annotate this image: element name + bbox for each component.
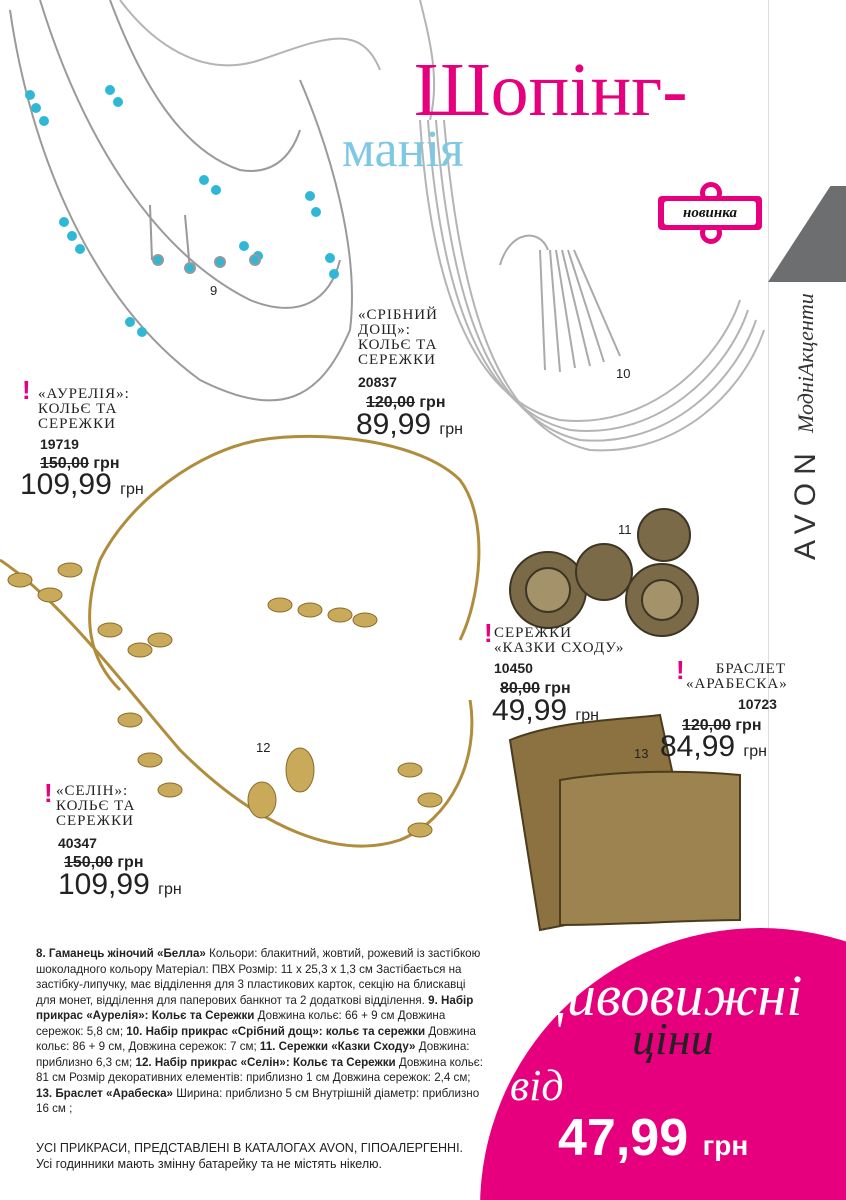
- selin-new-price: 109,99 грн: [58, 868, 182, 901]
- silver-title: «СРІБНИЙ ДОЩ»: КОЛЬЄ ТА СЕРЕЖКИ: [358, 307, 438, 368]
- selin-earrings-image: [248, 748, 314, 818]
- arabesque-new-price: 84,99 грн: [660, 730, 767, 763]
- selin-title: «СЕЛІН»: КОЛЬЄ ТА СЕРЕЖКИ: [56, 783, 136, 829]
- east-title: СЕРЕЖКИ «КАЗКИ СХОДУ»: [494, 625, 625, 656]
- east-old-price: 80,00 грн: [500, 680, 571, 697]
- turquoise-beads: [25, 85, 339, 337]
- aurelia-title: «АУРЕЛІЯ»: КОЛЬЄ ТА СЕРЕЖКИ: [38, 386, 130, 432]
- promo-line3: від: [510, 1061, 564, 1110]
- aurelia-earrings-image: [150, 205, 260, 273]
- note-line2: Усі годинники мають змінну батарейку та не містять нікелю.: [36, 1157, 382, 1171]
- product-description: 8. Гаманець жіночий «Белла» Кольори: блакитний, жовтий, рожевий із застібкою шоколадного кольору Матеріал: ПВХ Розмір: 11 х 25,3 х 1,3 см Застібається на застібку-липучку, має відділення для 3 пластикових карток, секцію на блискавці для монет, відділення для паперових банкнот та 2 додаткові відділення. 9. Набір прикрас «Аурелія»: Кольє та Сережки Довжина кольє: 66 + 9 см Довжина сережок: 5,8 см; 10. Набір прикрас «Срібний дощ»: кольє та сережки Довжина кольє: 86 + 9 см, Довжина сережок: 7 см; 11. Сережки «Казки Сходу» Довжина: приблизно 6,3 см; 12. Набір прикрас «Селін»: Кольє та Сережки Довжина кольє: 81 см Розмір декоративних елементів: приблизно 1 см Довжина сережок: 2,4 см; 13. Браслет «Арабеска» Ширина: приблизно 5 см Внутрішній діаметр: приблизно 16 см ;: [36, 947, 483, 1115]
- brand-avon: AVON: [789, 445, 822, 560]
- side-brand: [786, 250, 826, 560]
- silver-new-price: 89,99 грн: [356, 408, 463, 441]
- aurelia-old-price: 150,00 грн: [40, 455, 120, 472]
- arabesque-old-price: 120,00 грн: [682, 717, 762, 734]
- east-code: 10450: [494, 660, 533, 676]
- product-number-13: 13: [634, 746, 649, 761]
- badge-label: новинка: [664, 201, 756, 225]
- hypoallergenic-note: [36, 1140, 486, 1172]
- promo-line2: ціни: [632, 1013, 714, 1064]
- product-number-11: 11: [618, 522, 632, 537]
- east-earrings-image: [510, 509, 698, 636]
- highlight-icon: !: [484, 618, 493, 648]
- aurelia-necklace-image: [10, 0, 352, 400]
- silver-code: 20837: [358, 374, 397, 390]
- selin-old-price: 150,00 грн: [64, 854, 144, 871]
- new-badge: [658, 182, 762, 244]
- aurelia-code: 19719: [40, 436, 79, 452]
- note-line1: УСІ ПРИКРАСИ, ПРЕДСТАВЛЕНІ В КАТАЛОГАХ AVON, ГІПОАЛЕРГЕННІ.: [36, 1141, 464, 1155]
- arabesque-title: БРАСЛЕТ «АРАБЕСКА»: [686, 661, 788, 692]
- highlight-icon: !: [44, 778, 53, 808]
- highlight-icon: !: [22, 375, 31, 405]
- product-number-10: 10: [616, 366, 631, 381]
- silver-rain-earrings-image: [500, 236, 620, 372]
- aurelia-new-price: 109,99 грн: [20, 468, 144, 501]
- selin-code: 40347: [58, 835, 97, 851]
- promo-line1: Дивовижні: [530, 963, 803, 1028]
- headline: [342, 48, 688, 178]
- promo-price: 47,99 грн: [558, 1109, 749, 1167]
- product-number-9: 9: [210, 283, 218, 298]
- highlight-icon: !: [676, 655, 685, 685]
- arabesque-code: 10723: [738, 696, 777, 712]
- product-number-12: 12: [256, 740, 271, 755]
- headline-line1: Шопінг-: [414, 48, 688, 132]
- silver-old-price: 120,00 грн: [366, 394, 446, 411]
- collection-title: МодніАкценти: [793, 293, 818, 434]
- headline-line2: манія: [342, 121, 464, 178]
- east-new-price: 49,99 грн: [492, 694, 599, 727]
